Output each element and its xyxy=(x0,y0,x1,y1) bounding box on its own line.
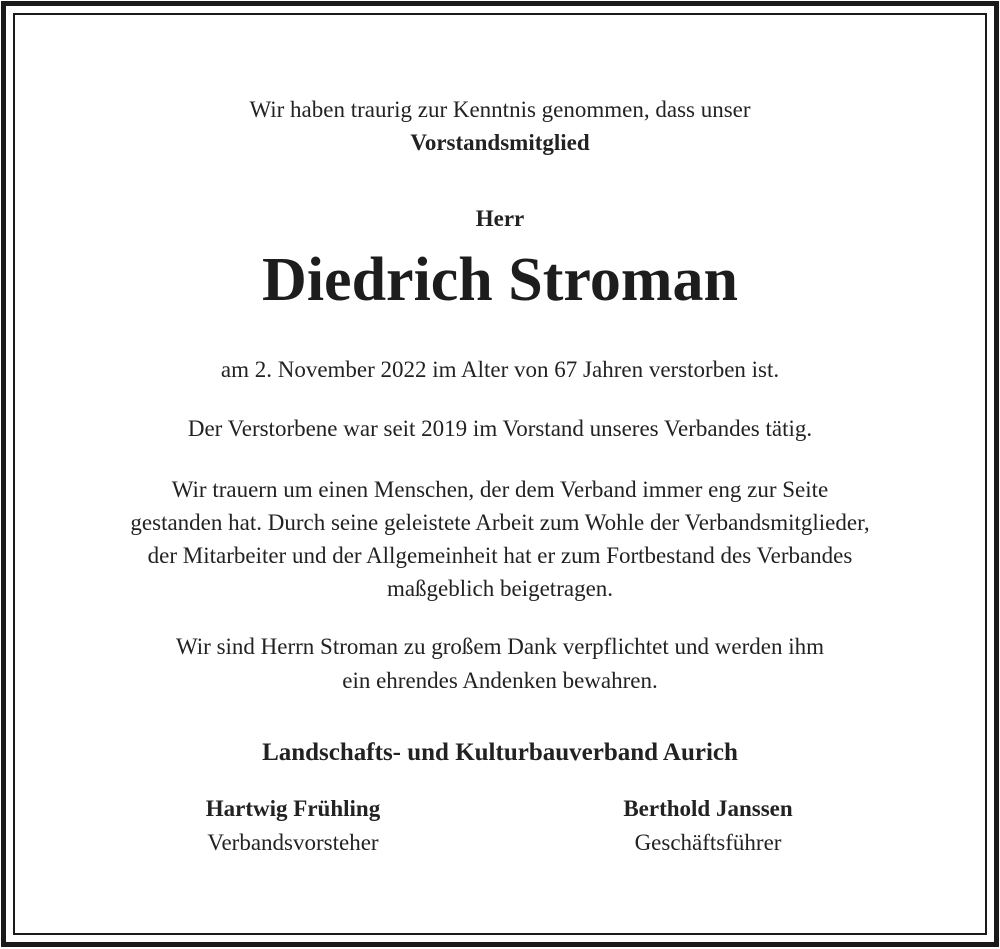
tribute-line: Wir trauern um einen Menschen, der dem Verband immer eng zur Seite xyxy=(171,477,829,502)
signatory-title: Verbandsvorsteher xyxy=(207,830,379,855)
organization-name: Landschafts- und Kulturbauverband Aurich xyxy=(262,739,738,766)
salutation: Herr xyxy=(475,206,525,231)
signatory-name: Hartwig Frühling xyxy=(205,796,381,821)
thanks-line: Wir sind Herrn Stroman zu großem Dank verpflichtet und werden ihm xyxy=(175,634,824,659)
tribute-line: gestanden hat. Durch seine geleistete Arbeit zum Wohle der Verbandsmitglieder, xyxy=(130,510,870,535)
signatory-name: Berthold Janssen xyxy=(623,796,793,821)
role-line: Vorstandsmitglied xyxy=(410,130,590,155)
intro-line: Wir haben traurig zur Kenntnis genommen, dass unser xyxy=(249,97,751,122)
thanks-line: ein ehrendes Andenken bewahren. xyxy=(342,668,658,693)
signatory-title: Geschäftsführer xyxy=(634,830,782,855)
tribute-line: maßgeblich beigetragen. xyxy=(386,576,614,601)
board-membership-line: Der Verstorbene war seit 2019 im Vorstand unseres Verbandes tätig. xyxy=(187,416,813,441)
tribute-line: der Mitarbeiter und der Allgemeinheit hat er zum Fortbestand des Verbandes xyxy=(147,543,853,568)
death-date-line: am 2. November 2022 im Alter von 67 Jahren verstorben ist. xyxy=(220,357,780,382)
deceased-name: Diedrich Stroman xyxy=(262,246,738,314)
